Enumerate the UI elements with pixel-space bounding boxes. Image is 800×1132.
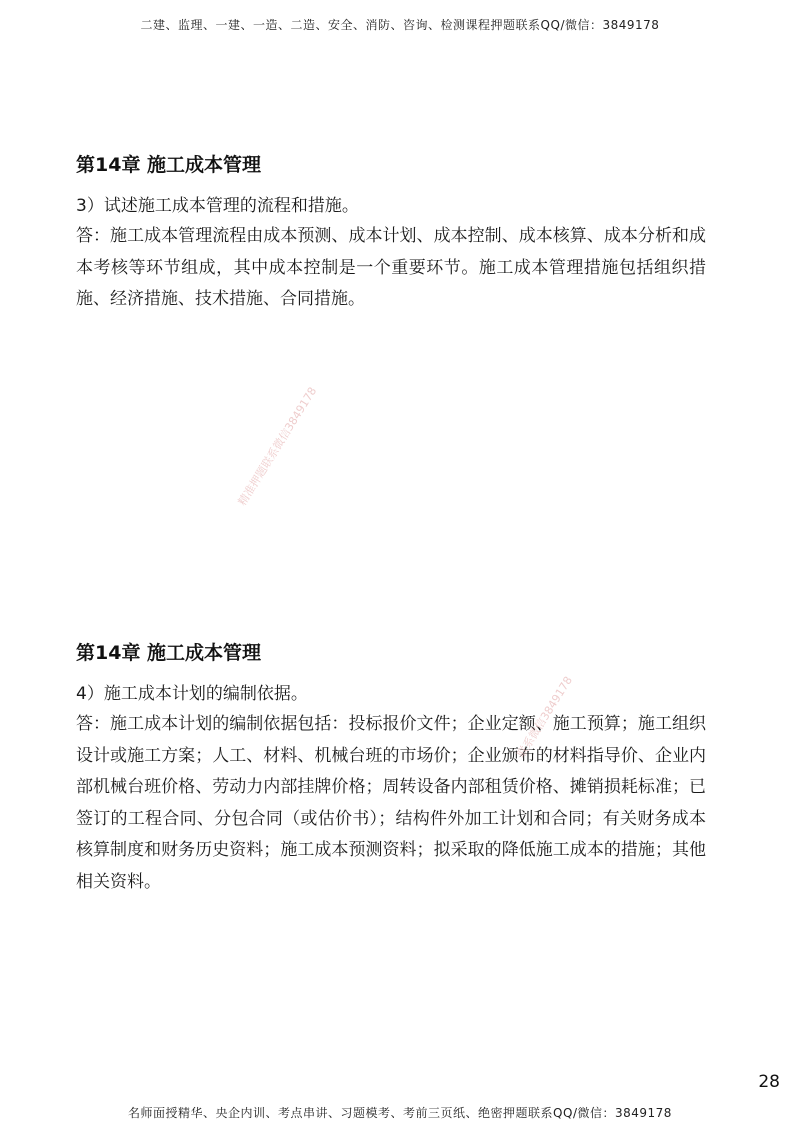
- question-text: 4）施工成本计划的编制依据。: [76, 684, 308, 704]
- qa-section-4: [76, 638, 706, 898]
- chapter-title: 第14章 施工成本管理: [76, 154, 262, 176]
- watermark: 精准押题联系微信3849178: [235, 384, 320, 508]
- answer-text: 答：施工成本管理流程由成本预测、成本计划、成本控制、成本核算、成本分析和成本考核等环节组成，其中成本控制是一个重要环节。施工成本管理措施包括组织措施、经济措施、技术措施、合同措施。: [76, 226, 706, 309]
- page-footer: 名师面授精华、央企内训、考点串讲、习题模考、考前三页纸、绝密押题联系QQ/微信：3849178: [128, 1106, 672, 1120]
- qa-section-3: [76, 150, 706, 316]
- page-header: 二建、监理、一建、一造、二造、安全、消防、咨询、检测课程押题联系QQ/微信：3849178: [140, 18, 660, 32]
- watermark: 联系微信3849178: [514, 674, 576, 760]
- question-text: 3）试述施工成本管理的流程和措施。: [76, 196, 359, 216]
- answer-text: 答：施工成本计划的编制依据包括：投标报价文件；企业定额、施工预算；施工组织设计或施工方案；人工、材料、机械台班的市场价；企业颁布的材料指导价、企业内部机械台班价格、劳动力内部挂牌价格；周转设备内部租赁价格、摊销损耗标准；已签订的工程合同、分包合同（或估价书）；结构件外加工计划和合同；有关财务成本核算制度和财务历史资料；施工成本预测资料；拟采取的降低施工成本的措施；其他相关资料。: [76, 714, 706, 892]
- chapter-title: 第14章 施工成本管理: [76, 642, 262, 664]
- page-number: 28: [758, 1072, 780, 1092]
